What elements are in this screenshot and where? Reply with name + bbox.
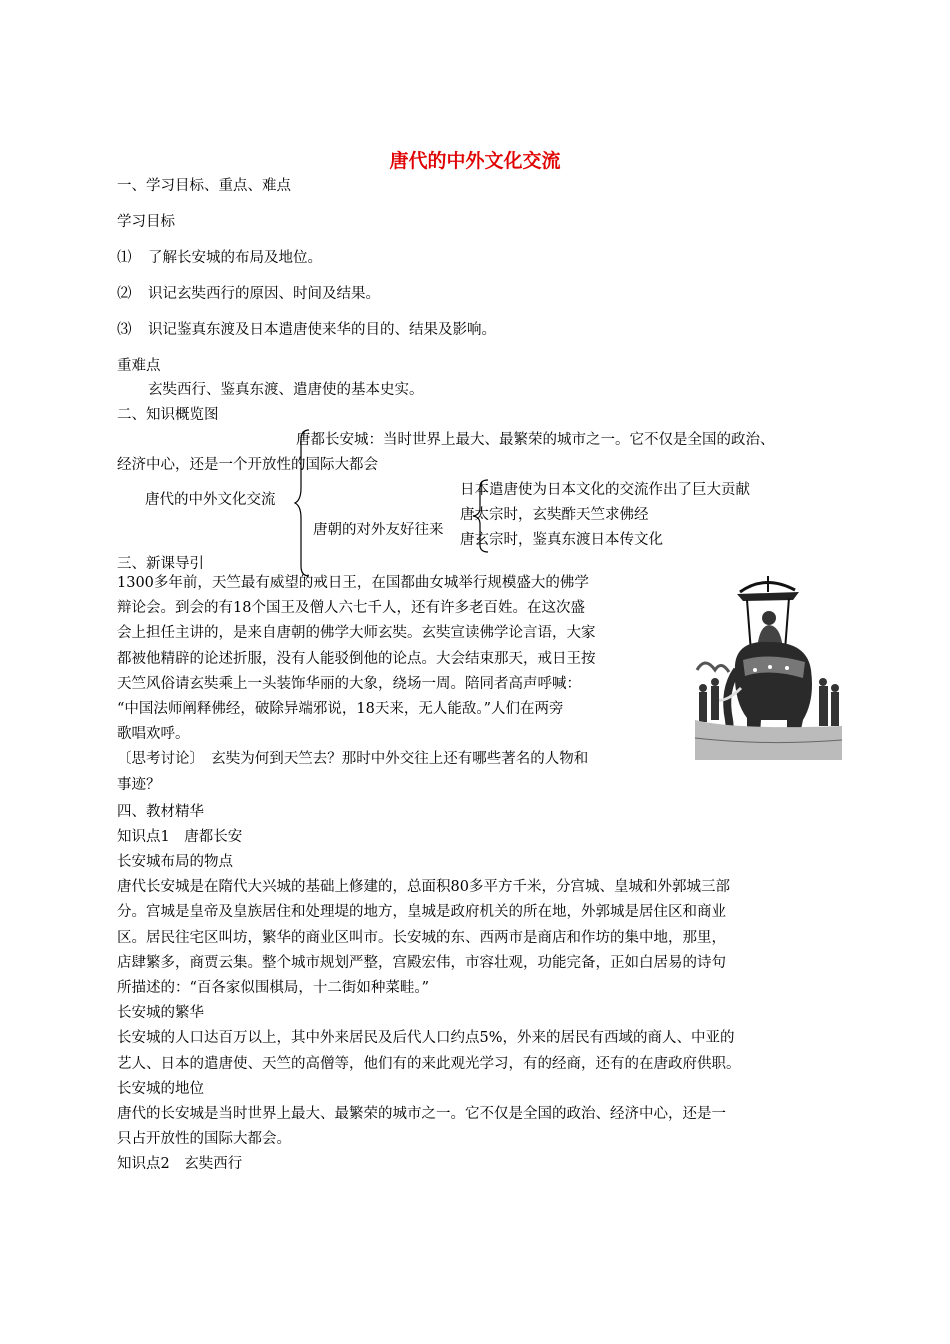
intro-line: 都被他精辟的论述折服，没有人能驳倒他的论点。大会结束那天，戒日王按 <box>117 650 596 667</box>
layout-line: 分。宫城是皇帝及皇族居住和处理堤的地方，皇城是政府机关的所在地，外郭城是居住区和商业 <box>117 904 726 921</box>
goal-text: 了解长安城的布局及地位。 <box>148 250 322 266</box>
layout-line: 店肆繁多，商贾云集。整个城市规划严整，宫殿宏伟，市容壮观，功能完备，正如白居易的诗句 <box>117 954 726 971</box>
status-line: 只占开放性的国际大都会。 <box>117 1131 291 1148</box>
overview-item: 唐玄宗时，鉴真东渡日本传文化 <box>460 532 663 548</box>
layout-line: 所描述的：“百各家似围棋局，十二街如种菜畦。” <box>117 980 430 997</box>
status-heading: 长安城的地位 <box>117 1080 204 1097</box>
goal-text: 识记玄奘西行的原因、时间及结果。 <box>148 286 380 302</box>
overview-small-brace <box>470 478 492 554</box>
think-line: 〔思考讨论〕 玄奘为何到天竺去？那时中外交往上还有哪些著名的人物和 <box>117 751 589 768</box>
overview-root: 唐代的中外文化交流 <box>145 492 276 508</box>
intro-line: 天竺风俗请玄奘乘上一头装饰华丽的大象，绕场一周。陪同者高声呼喊： <box>117 675 581 692</box>
goals-heading: 学习目标 <box>117 214 175 230</box>
layout-line: 唐代长安城是在隋代大兴城的基础上修建的，总面积80多平方千米，分宫城、皇城和外郭城三部 <box>117 879 730 896</box>
prosperity-line: 长安城的人口达百万以上，其中外来居民及后代人口约点5%，外来的居民有西域的商人、中亚的 <box>117 1030 735 1047</box>
layout-line: 区。居民往宅区叫坊，繁华的商业区叫市。长安城的东、西两市是商店和作坊的集中地，那里， <box>117 929 726 946</box>
section-2-heading: 二、知识概览图 <box>117 407 219 423</box>
page-title: 唐代的中外文化交流 <box>389 150 561 172</box>
think-line: 事迹？ <box>117 776 161 793</box>
goal-number: ⑶ <box>117 322 132 338</box>
knowledge-point-2: 知识点2 玄奘西行 <box>117 1156 243 1173</box>
section-1-heading: 一、学习目标、重点、难点 <box>117 178 291 194</box>
prosperity-line: 艺人、日本的遣唐使、天竺的高僧等，他们有的来此观光学习，有的经商，还有的在唐政府供职。 <box>117 1055 741 1072</box>
goal-number: ⑴ <box>117 250 132 266</box>
prosperity-heading: 长安城的繁华 <box>117 1005 204 1022</box>
section-3-heading: 三、新课导引 <box>117 556 204 572</box>
section-4-heading: 四、教材精华 <box>117 804 204 820</box>
key-points-heading: 重难点 <box>117 358 161 374</box>
changan-section <box>117 850 837 1178</box>
intro-line: 辩论会。到会的有18个国王及僧人六七千人，还有许多老百姓。在这次盛 <box>117 600 585 617</box>
key-points-text: 玄奘西行、鉴真东渡、遣唐使的基本史实。 <box>148 382 424 398</box>
intro-paragraph <box>117 571 702 798</box>
overview-changan-line1: 唐都长安城：当时世界上最大、最繁荣的城市之一。它不仅是全国的政治、 <box>296 432 775 448</box>
elephant-procession-illustration <box>695 570 842 760</box>
intro-line: 歌唱欢呼。 <box>117 726 190 743</box>
overview-relations: 唐朝的对外友好往来 <box>313 522 444 538</box>
overview-changan-line2: 经济中心，还是一个开放性的国际大都会 <box>117 457 378 473</box>
overview-item: 唐太宗时，玄奘酢天竺求佛经 <box>460 507 649 523</box>
overview-item: 日本遣唐使为日本文化的交流作出了巨大贡献 <box>460 482 750 498</box>
status-line: 唐代的长安城是当时世界上最大、最繁荣的城市之一。它不仅是全国的政治、经济中心，还是一 <box>117 1106 726 1123</box>
intro-line: 会上担任主讲的，是来自唐朝的佛学大师玄奘。玄奘宣读佛学论言语，大家 <box>117 625 596 642</box>
goal-text: 识记鉴真东渡及日本遣唐使来华的目的、结果及影响。 <box>148 322 496 338</box>
layout-heading: 长安城布局的物点 <box>117 854 233 870</box>
intro-line: 1300多年前，天竺最有威望的戒日王，在国都曲女城举行规模盛大的佛学 <box>117 575 589 591</box>
goal-number: ⑵ <box>117 286 132 302</box>
overview-big-brace <box>293 428 315 578</box>
knowledge-point-1: 知识点1 唐都长安 <box>117 829 243 845</box>
intro-line: “中国法师阐释佛经，破除异端邪说，18天来，无人能敌。”人们在两旁 <box>117 701 564 718</box>
